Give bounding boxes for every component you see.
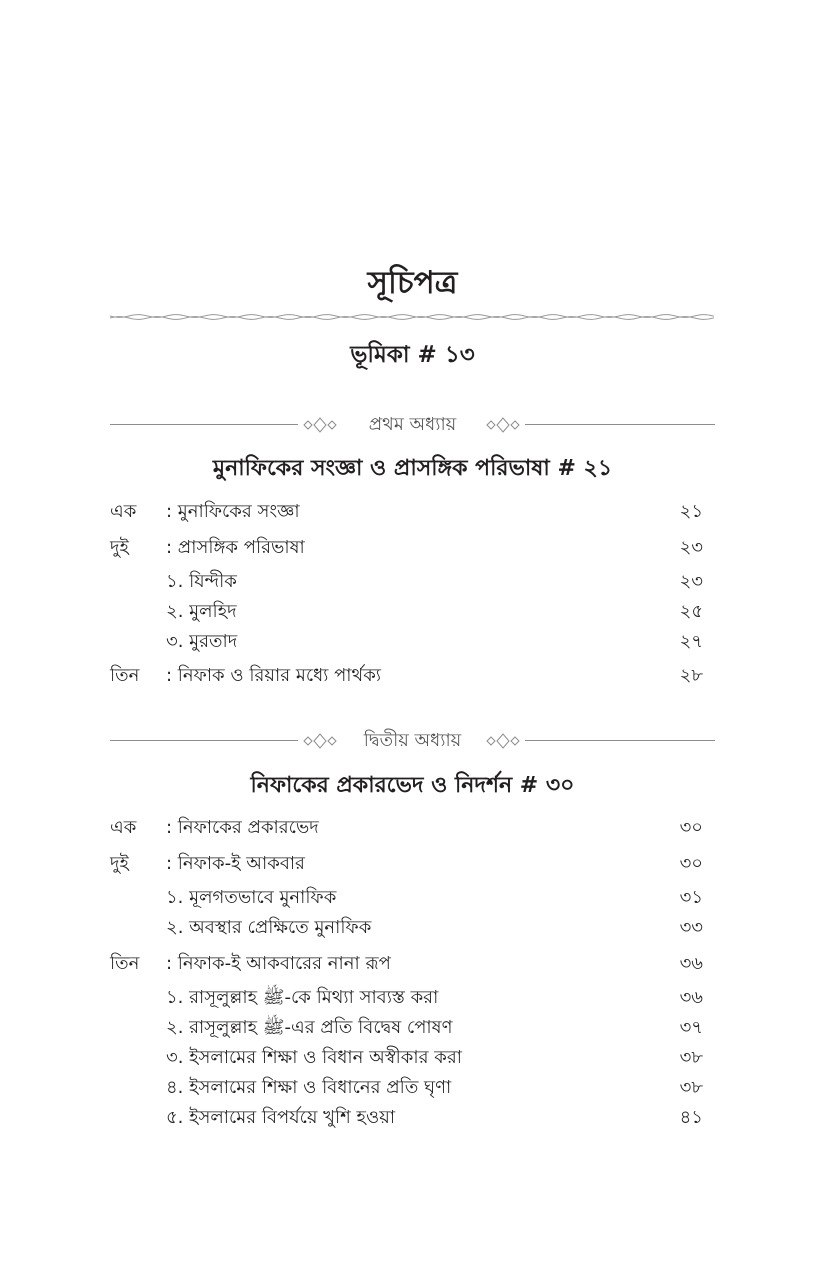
toc-entry: ৩. মুরতাদ — [166, 631, 238, 652]
toc-entry: : নিফাক ও রিয়ার মধ্যে পার্থক্য — [166, 665, 382, 686]
page-number: ৩৩ — [679, 917, 703, 938]
toc-row[interactable] — [0, 951, 825, 977]
toc-entry: ৪. ইসলামের শিক্ষা ও বিধানের প্রতি ঘৃণা — [166, 1077, 452, 1098]
toc-number: দুই — [110, 853, 129, 874]
toc-row[interactable] — [0, 1015, 825, 1041]
toc-row[interactable] — [0, 1105, 825, 1131]
toc-entry: ১. রাসূলুল্লাহ ﷺ-কে মিথ্যা সাব্যস্ত করা — [166, 987, 439, 1008]
toc-entry: ২. মুলহিদ — [166, 601, 237, 622]
page-number: ৩৮ — [679, 1077, 703, 1098]
toc-entry: ২. রাসূলুল্লাহ ﷺ-এর প্রতি বিদ্বেষ পোষণ — [166, 1017, 453, 1038]
toc-number: এক — [110, 501, 137, 522]
divider-line — [525, 740, 715, 741]
wavy-divider — [110, 312, 715, 322]
toc-entry: ২. অবস্থার প্রেক্ষিতে মুনাফিক — [166, 917, 372, 938]
toc-row[interactable] — [0, 663, 825, 689]
page-number: ২৭ — [679, 631, 703, 652]
toc-entry: ১. যিন্দীক — [166, 571, 237, 592]
toc-row[interactable] — [0, 985, 825, 1011]
toc-entry: ৩. ইসলামের শিক্ষা ও বিধান অস্বীকার করা — [166, 1047, 462, 1068]
page-number: ২৮ — [679, 665, 703, 686]
toc-number: তিন — [110, 953, 140, 974]
toc-row[interactable] — [0, 1045, 825, 1071]
chapter-label: প্রথম অধ্যায় — [368, 414, 457, 435]
chapter-divider-2 — [110, 726, 715, 756]
page-number: ৩৬ — [679, 953, 703, 974]
toc-entry: : নিফাক-ই আকবার — [166, 853, 305, 874]
chapter-heading: নিফাকের প্রকারভেদ ও নিদর্শন # ৩০ — [250, 773, 575, 798]
ornament-icon — [483, 730, 523, 752]
page-number: ৩০ — [679, 853, 703, 874]
divider-line — [525, 424, 715, 425]
toc-entry: : নিফাকের প্রকারভেদ — [166, 817, 319, 838]
toc-entry: ৫. ইসলামের বিপর্যয়ে খুশি হওয়া — [166, 1107, 396, 1128]
page-number: ৪১ — [679, 1107, 703, 1128]
toc-entry: : নিফাক-ই আকবারের নানা রূপ — [166, 953, 391, 974]
intro-heading: ভূমিকা # ১৩ — [350, 342, 475, 368]
page-number: ২১ — [679, 501, 703, 522]
page-number: ২৩ — [679, 571, 703, 592]
page-number: ৩৭ — [679, 1017, 703, 1038]
page-number: ৩১ — [679, 887, 703, 908]
toc-row[interactable] — [0, 815, 825, 841]
toc-entry: : প্রাসঙ্গিক পরিভাষা — [166, 537, 305, 558]
toc-row[interactable] — [0, 851, 825, 877]
chapter-divider-1 — [110, 410, 715, 440]
chapter-label: দ্বিতীয় অধ্যায় — [363, 730, 462, 751]
toc-row[interactable] — [0, 569, 825, 595]
toc-row[interactable] — [0, 599, 825, 625]
page-title: সূচিপত্র — [367, 265, 458, 301]
toc-row[interactable] — [0, 535, 825, 561]
toc-row[interactable] — [0, 629, 825, 655]
toc-entry: ১. মূলগতভাবে মুনাফিক — [166, 887, 337, 908]
page-number: ২৫ — [679, 601, 703, 622]
toc-row[interactable] — [0, 915, 825, 941]
toc-entry: : মুনাফিকের সংজ্ঞা — [166, 501, 300, 522]
toc-row[interactable] — [0, 1075, 825, 1101]
toc-number: এক — [110, 817, 137, 838]
chapter-heading: মুনাফিকের সংজ্ঞা ও প্রাসঙ্গিক পরিভাষা # ২১ — [212, 456, 613, 481]
ornament-icon — [483, 414, 523, 436]
page-number: ৩৮ — [679, 1047, 703, 1068]
page-number: ৩৬ — [679, 987, 703, 1008]
toc-row[interactable] — [0, 499, 825, 525]
toc-row[interactable] — [0, 885, 825, 911]
page-number: ২৩ — [679, 537, 703, 558]
page-number: ৩০ — [679, 817, 703, 838]
toc-number: তিন — [110, 665, 140, 686]
toc-number: দুই — [110, 537, 129, 558]
